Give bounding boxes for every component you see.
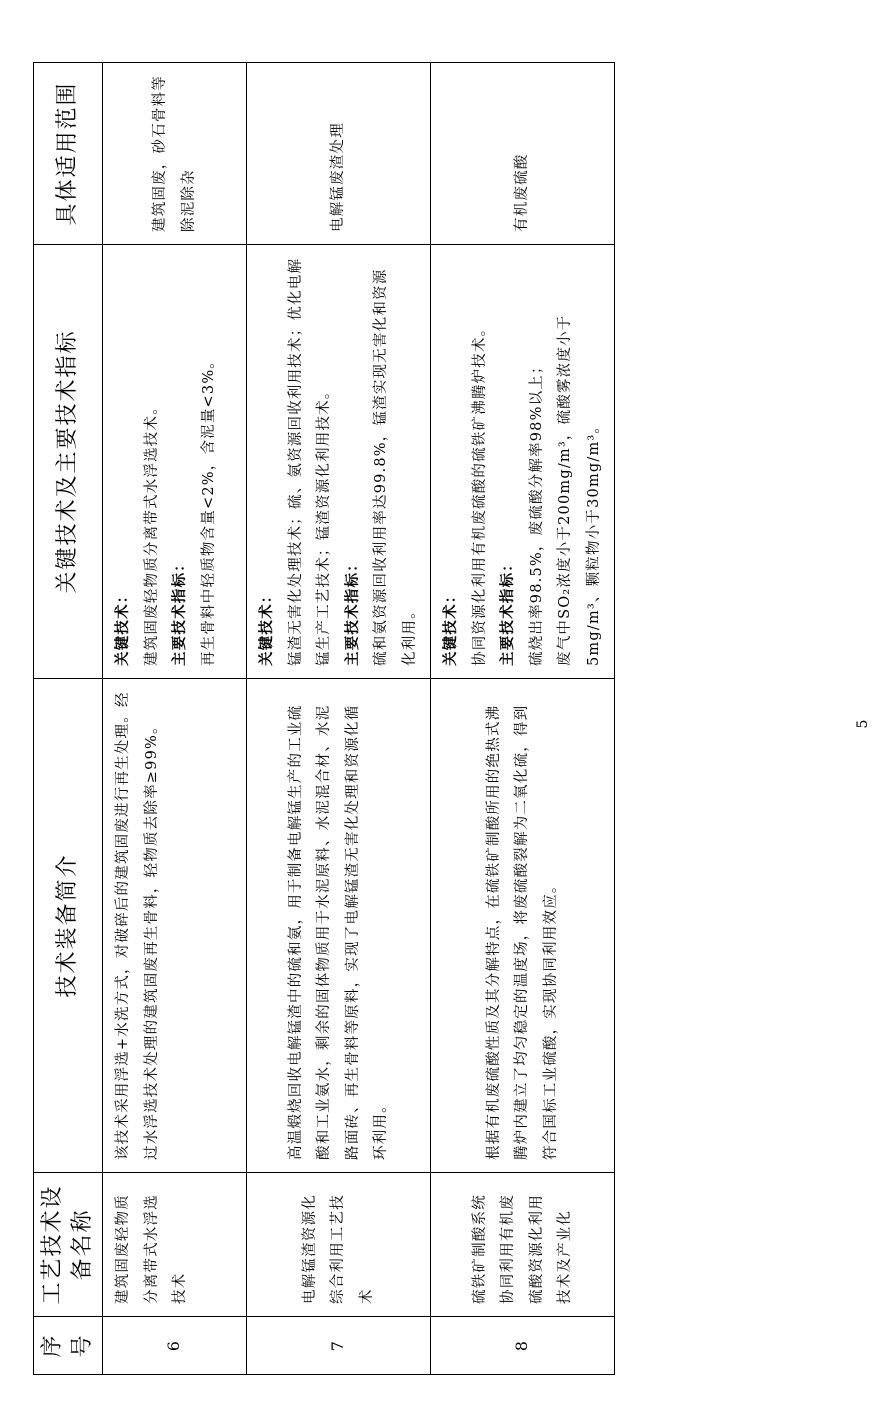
table-row [103, 63, 247, 1375]
table-row [247, 63, 431, 1375]
row-7-scope: 电解锰废渣处理 [247, 63, 431, 245]
row-8-key-label: 关键技术： [443, 587, 459, 666]
header-intro: 技术装备简介 [34, 679, 103, 1173]
row-6-key [103, 245, 247, 679]
row-7-key [247, 245, 431, 679]
row-6-key-text: 建筑固废轻物质分离带式水浮选技术。 [143, 399, 160, 666]
row-7-key-label: 关键技术： [259, 587, 275, 666]
row-6-key-label: 关键技术： [115, 587, 131, 666]
row-7-name: 电解锰渣资源化综合利用工艺技术 [247, 1173, 431, 1317]
row-8-name: 硫铁矿制酸系统协同利用有机废硫酸资源化利用技术及产业化 [431, 1173, 615, 1317]
row-8-intro: 根据有机废硫酸性质及其分解特点，在硫铁矿制酸所用的绝热式沸腾炉内建立了均匀稳定的温度场，将废硫酸裂解为二氧化硫，得到符合国标工业硫酸，实现协同利用效应。 [431, 679, 615, 1173]
row-8-index-text-2: 废气中SO₂浓度小于200mg/m³，硫酸雾浓度小于5mg/m³、颗粒物小于30mg/m³。 [557, 314, 602, 666]
header-name: 工艺技术设备名称 [34, 1173, 103, 1317]
row-6-name: 建筑固废轻物质分离带式水浮选技术 [103, 1173, 247, 1317]
row-7-index-label: 主要技术指标： [344, 556, 361, 666]
technology-table [33, 62, 615, 1375]
page-number: 5 [855, 719, 871, 729]
row-6-index-text: 再生骨料中轻质物含量<2%，含泥量<3%。 [200, 352, 217, 666]
header-key: 关键技术及主要技术指标 [34, 245, 103, 679]
row-7-key-text: 锰渣无害化处理技术；硫、氨资源回收利用技术；优化电解锰生产工艺技术；锰渣资源化利用技术。 [287, 257, 332, 666]
table-row [431, 63, 615, 1375]
row-7-intro: 高温煅烧回收电解锰渣中的硫和氨，用于制备电解锰生产的工业硫酸和工业氨水，剩余的固体物质用于水泥原料、水泥混合材、水泥路面砖、再生骨料等原料，实现了电解锰渣无害化处理和资源化循环利用。 [247, 679, 431, 1173]
header-scope: 具体适用范围 [34, 63, 103, 245]
row-6-scope: 建筑固废，砂石骨料等除泥除杂 [103, 63, 247, 245]
row-8-key [431, 245, 615, 679]
row-8-scope: 有机废硫酸 [431, 63, 615, 245]
table-header-row [34, 63, 103, 1375]
row-8-seq: 8 [431, 1317, 615, 1375]
header-seq: 序号 [34, 1317, 103, 1375]
rotated-table-container [33, 63, 602, 1375]
row-6-intro: 该技术采用浮选+水洗方式，对破碎后的建筑固废进行再生处理。经过水浮选技术处理的建筑固废再生骨料，轻物质去除率≥99%。 [103, 679, 247, 1173]
row-8-index-label: 主要技术指标： [500, 556, 516, 666]
row-6-index-label: 主要技术指标： [172, 556, 188, 666]
row-7-seq: 7 [247, 1317, 431, 1375]
row-7-index-text: 硫和氨资源回收利用率达99.8%，锰渣实现无害化和资源化利用。 [373, 268, 418, 666]
row-8-index-text: 硫烧出率98.5%，废硫酸分解率98%以上； [528, 358, 545, 666]
row-8-key-text: 协同资源化利用有机废硫酸的硫铁矿沸腾炉技术。 [471, 320, 488, 666]
row-6-seq: 6 [103, 1317, 247, 1375]
